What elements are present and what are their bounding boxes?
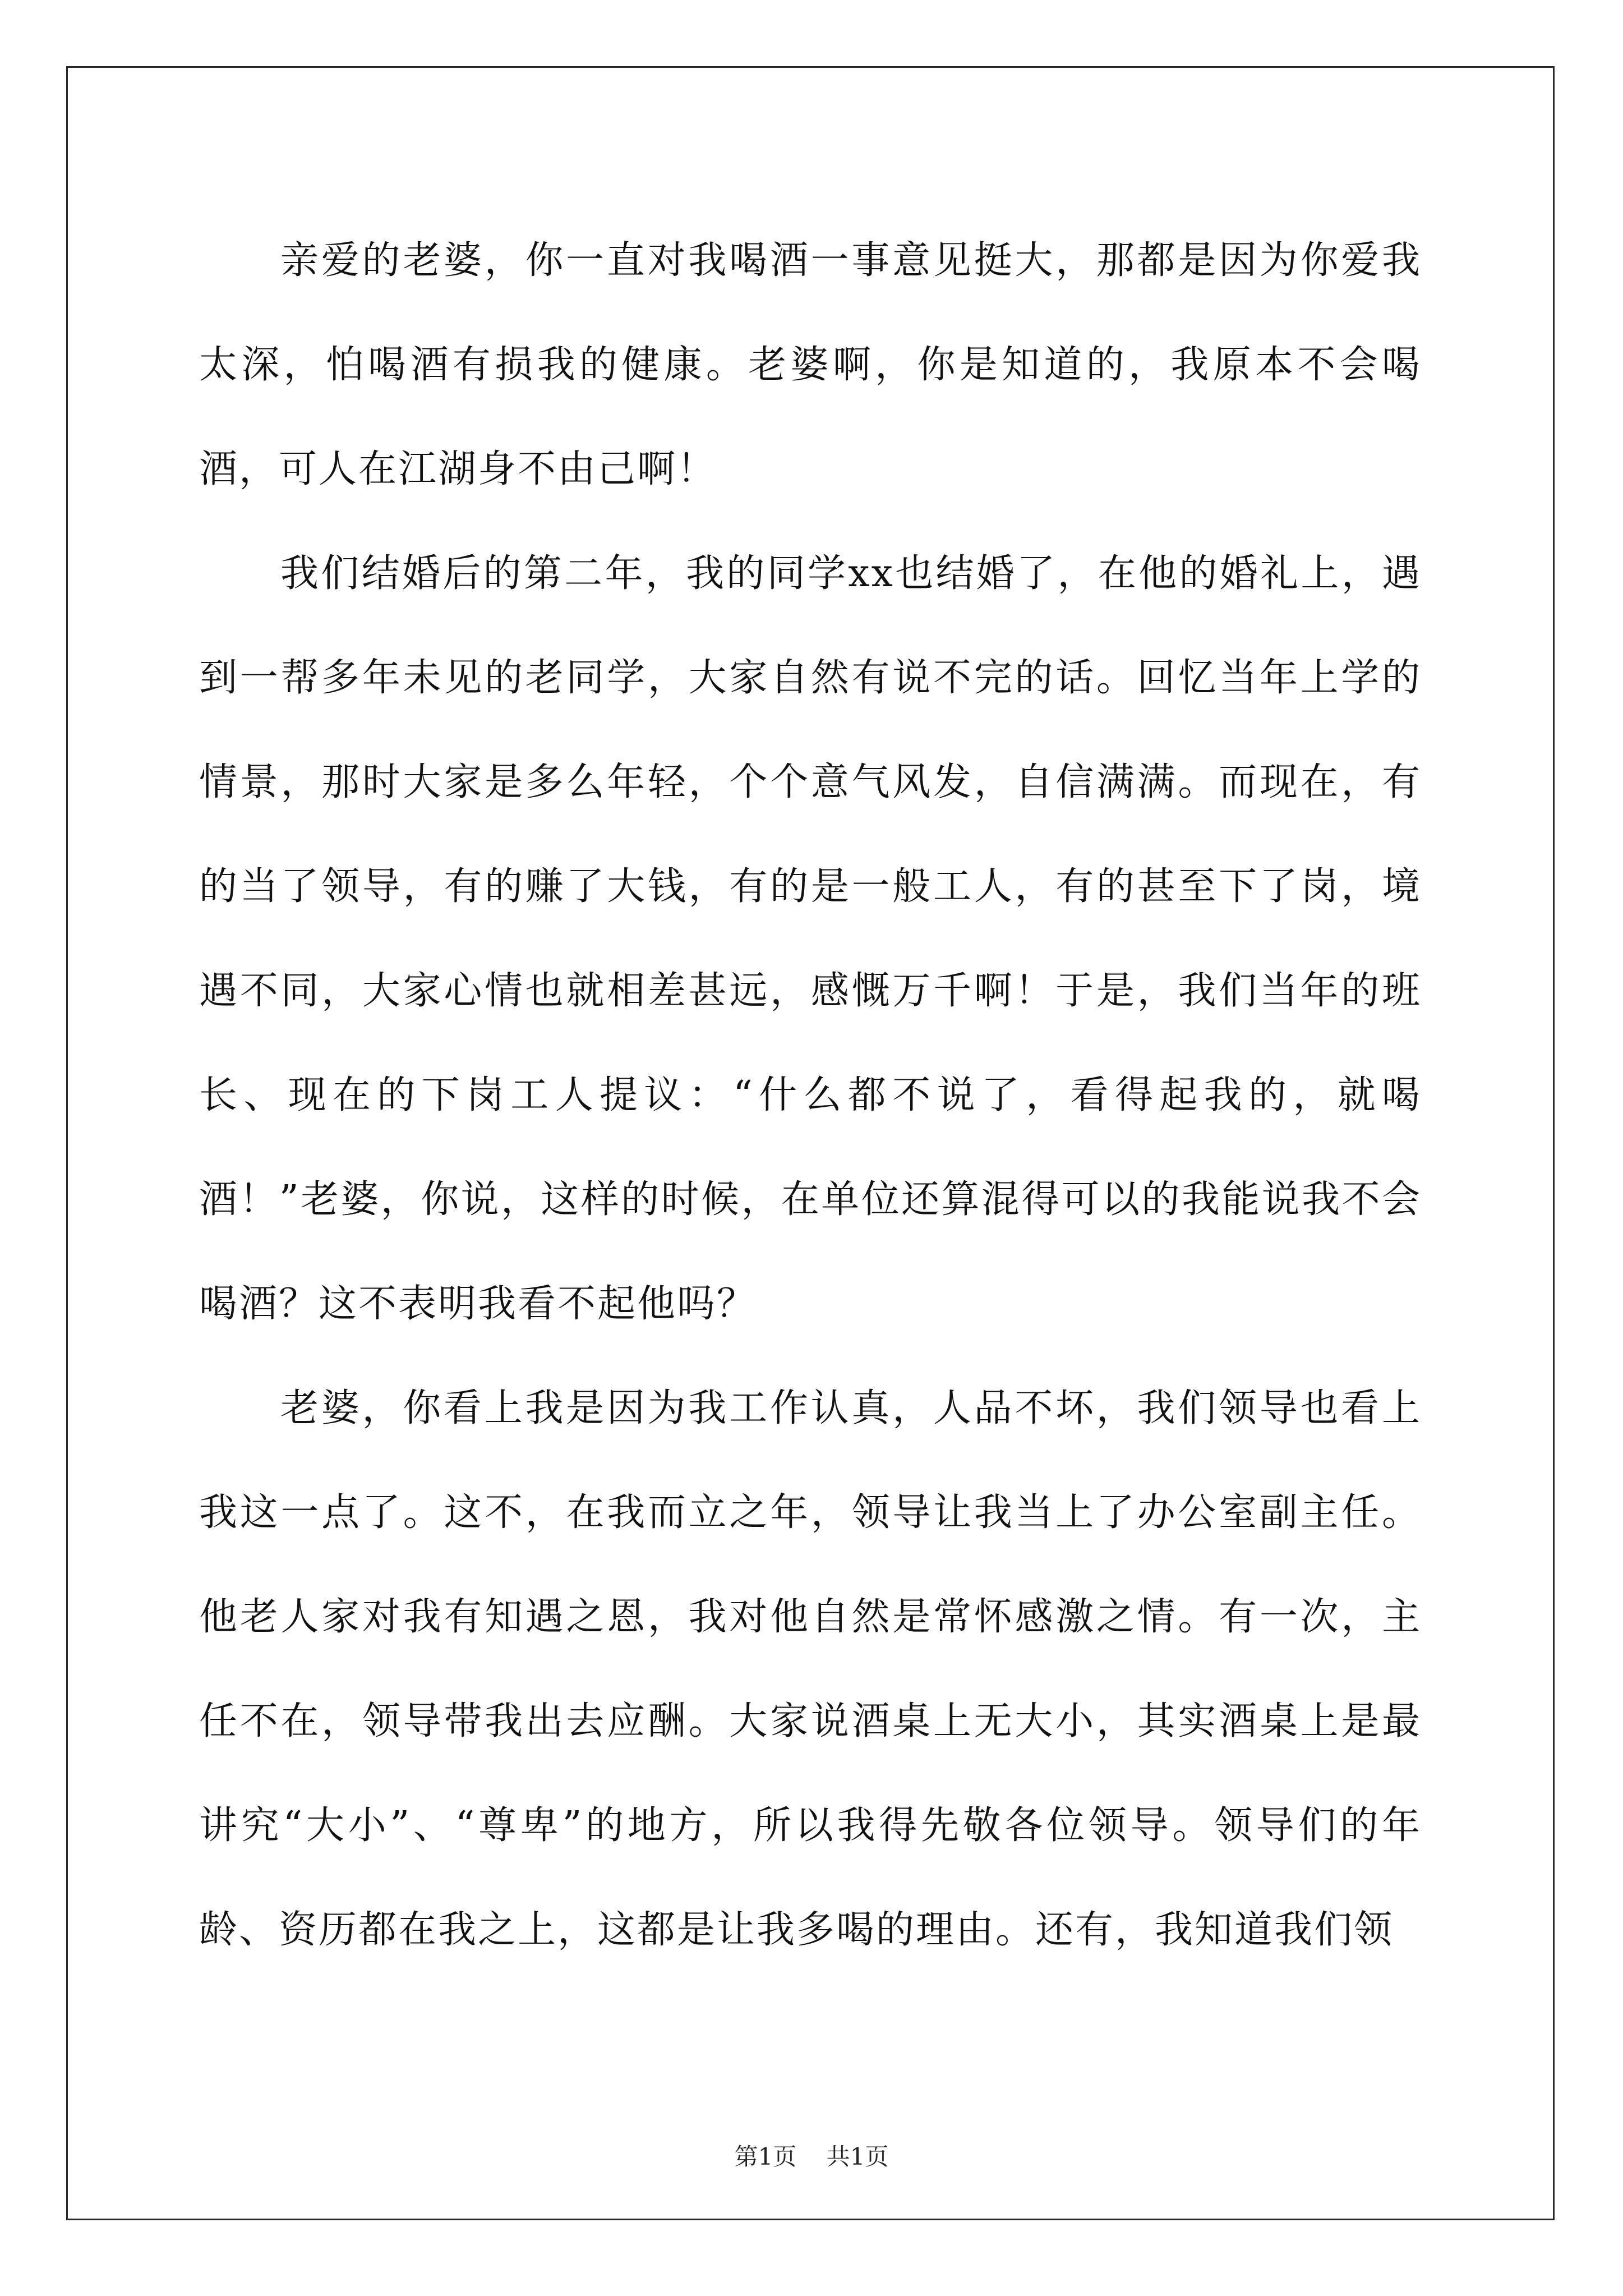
page-footer <box>0 2140 1623 2174</box>
page-total: 共1页 <box>826 2143 889 2170</box>
document-body <box>199 209 1422 1982</box>
paragraph-1: 亲爱的老婆，你一直对我喝酒一事意见挺大，那都是因为你爱我太深，怕喝酒有损我的健康。老婆啊，你是知道的，我原本不会喝酒，可人在江湖身不由己啊！ <box>199 238 1422 491</box>
paragraph-3: 老婆，你看上我是因为我工作认真，人品不坏，我们领导也看上我这一点了。这不，在我而立之年，领导让我当上了办公室副主任。他老人家对我有知遇之恩，我对他自然是常怀感激之情。有一次，主任不在，领导带我出去应酬。大家说酒桌上无大小，其实酒桌上是最讲究“大小”、“尊卑”的地方，所以我得先敬各位领导。领导们的年龄、资历都在我之上，这都是让我多喝的理由。还有，我知道我们领 <box>199 1386 1422 1952</box>
paragraph-2: 我们结婚后的第二年，我的同学xx也结婚了，在他的婚礼上，遇到一帮多年未见的老同学，大家自然有说不完的话。回忆当年上学的情景，那时大家是多么年轻，个个意气风发，自信满满。而现在，有的当了领导，有的赚了大钱，有的是一般工人，有的甚至下了岗，境遇不同，大家心情也就相差甚远，感慨万千啊！于是，我们当年的班长、现在的下岗工人提议：“什么都不说了，看得起我的，就喝酒！”老婆，你说，这样的时候，在单位还算混得可以的我能说我不会喝酒？这不表明我看不起他吗？ <box>199 551 1422 1326</box>
page-number: 第1页 <box>734 2143 797 2170</box>
